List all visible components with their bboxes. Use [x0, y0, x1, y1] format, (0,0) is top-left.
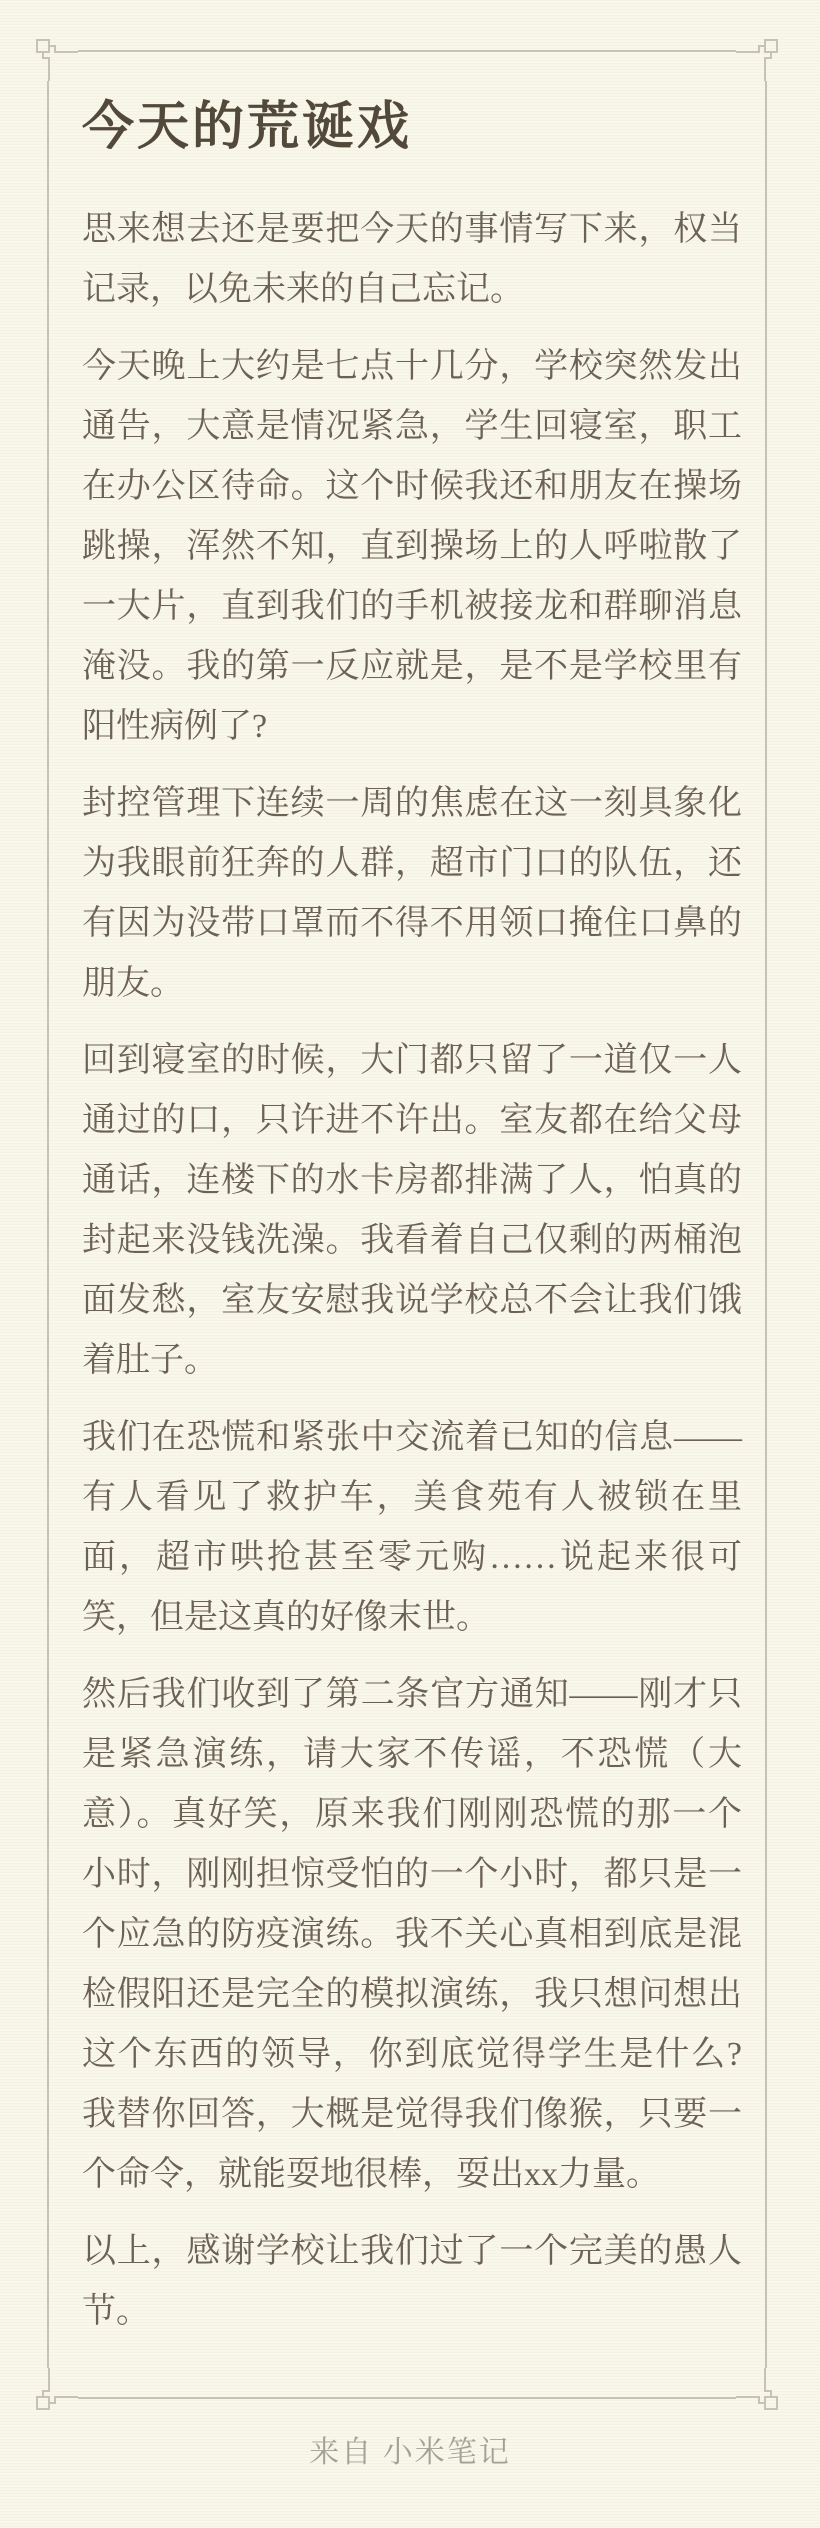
frame-corner-ornament-bottom-right: [736, 2368, 780, 2412]
frame-bottom-edge: [78, 2397, 736, 2399]
frame-top-edge: [78, 50, 736, 52]
note-paragraph: 思来想去还是要把今天的事情写下来，权当记录，以免未来的自己忘记。: [82, 211, 742, 308]
frame-corner-ornament-bottom-left: [34, 2368, 78, 2412]
note-paragraph: 然后我们收到了第二条官方通知——刚才只是紧急演练，请大家不传谣，不恐慌（大意）。真好笑，原来我们刚刚恐慌的那一个小时，刚刚担惊受怕的一个小时，都只是一个应急的防疫演练。我不关心真相到底是混检假阳还是完全的模拟演练，我只想问想出这个东西的领导，你到底觉得学生是什么?我替你回答，大概是觉得我们像猴，只要一个命令，就能耍地很棒，耍出xx力量。: [82, 1676, 742, 2193]
note-paragraph: 今天晚上大约是七点十几分，学校突然发出通告，大意是情况紧急，学生回寝室，职工在办公区待命。这个时候我还和朋友在操场跳操，浑然不知，直到操场上的人呼啦散了一大片，直到我们的手机被接龙和群聊消息淹没。我的第一反应就是，是不是学校里有阳性病例了?: [82, 348, 742, 745]
frame-left-edge: [47, 81, 49, 2368]
source-attribution: 来自 小米笔记: [309, 2436, 511, 2469]
note-title: 今天的荒诞戏: [82, 99, 413, 156]
note-paragraph: 封控管理下连续一周的焦虑在这一刻具象化为我眼前狂奔的人群，超市门口的队伍，还有因为没带口罩而不得不用领口掩住口鼻的朋友。: [82, 785, 742, 1002]
frame-right-edge: [765, 81, 767, 2368]
frame-corner-ornament-top-left: [34, 37, 78, 81]
note-body: [82, 200, 742, 2342]
note-paragraph: 以上，感谢学校让我们过了一个完美的愚人节。: [82, 2233, 742, 2330]
frame-corner-ornament-top-right: [736, 37, 780, 81]
note-content: [82, 96, 742, 2342]
note-paragraph: 回到寝室的时候，大门都只留了一道仅一人通过的口，只许进不许出。室友都在给父母通话，连楼下的水卡房都排满了人，怕真的封起来没钱洗澡。我看着自己仅剩的两桶泡面发愁，室友安慰我说学校总不会让我们饿着肚子。: [82, 1042, 742, 1379]
note-paragraph: 我们在恐慌和紧张中交流着已知的信息——有人看见了救护车，美食苑有人被锁在里面，超市哄抢甚至零元购……说起来很可笑，但是这真的好像末世。: [82, 1419, 742, 1636]
